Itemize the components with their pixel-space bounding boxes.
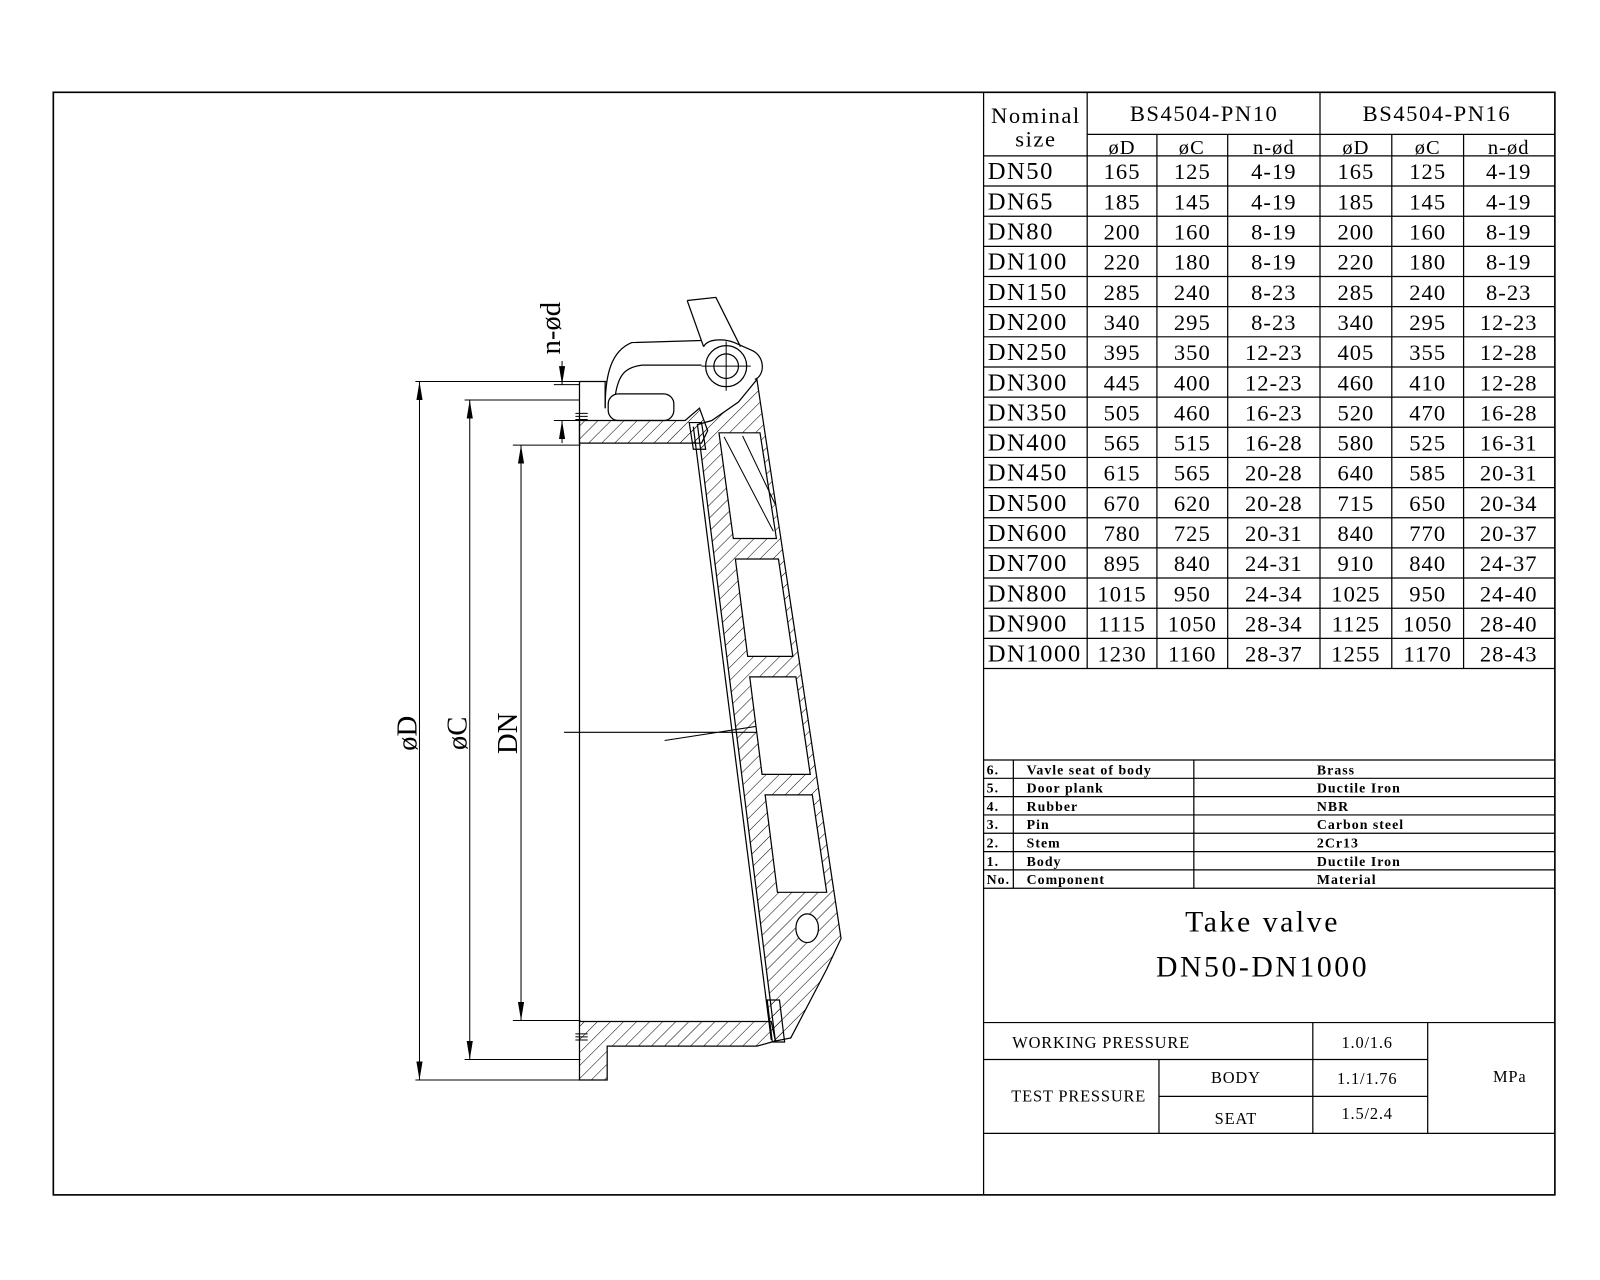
drawing-title: Take valve	[1185, 905, 1340, 939]
component-material: 2Cr13	[1316, 835, 1359, 851]
pn16-od-cell: 405	[1337, 340, 1375, 366]
nominal-size-cell: DN65	[987, 188, 1055, 216]
pn16-bolt-holes-cell: 20-31	[1479, 460, 1538, 486]
column-header-bolt-holes-pn16: n-ød	[1487, 136, 1530, 159]
component-material: Ductile Iron	[1316, 780, 1401, 796]
nominal-size-cell: DN250	[987, 339, 1068, 367]
pn10-bolt-holes-cell: 12-23	[1244, 340, 1303, 366]
parts-list-row	[984, 854, 1555, 870]
pn16-bolt-circle-cell: 770	[1409, 521, 1447, 547]
pn16-bolt-holes-cell: 12-28	[1479, 370, 1538, 396]
column-header-od-pn16: øD	[1342, 136, 1370, 159]
parts-list-row	[984, 836, 1555, 852]
parts-list-grid	[984, 760, 1555, 888]
pn10-od-cell: 670	[1103, 490, 1141, 516]
pn10-bolt-holes-cell: 20-28	[1244, 460, 1303, 486]
parts-list-row	[984, 762, 1555, 778]
body-test-label: BODY	[1211, 1068, 1261, 1088]
pn10-od-cell: 1230	[1097, 641, 1147, 667]
pn16-bolt-holes-cell: 8-19	[1485, 249, 1532, 275]
pn16-od-cell: 1255	[1331, 641, 1381, 667]
pn16-od-cell: 200	[1337, 219, 1375, 245]
pn10-od-cell: 780	[1103, 521, 1141, 547]
pn16-bolt-circle-cell: 240	[1409, 279, 1447, 305]
pn10-bolt-holes-cell: 28-34	[1244, 611, 1303, 637]
hinge-housing	[704, 340, 763, 380]
pn16-od-cell: 520	[1337, 400, 1375, 426]
pn16-bolt-circle-cell: 585	[1409, 460, 1447, 486]
pn16-bolt-holes-cell: 16-31	[1479, 430, 1538, 456]
item-number: 1.	[986, 853, 1000, 869]
item-number: 5.	[986, 780, 1000, 796]
pn16-od-cell: 580	[1337, 430, 1375, 456]
nominal-size-cell: DN900	[987, 610, 1068, 638]
pn10-bolt-holes-cell: 4-19	[1251, 189, 1297, 215]
working-pressure-label: WORKING PRESSURE	[1012, 1033, 1190, 1053]
pn10-bolt-holes-cell: 16-23	[1244, 400, 1303, 426]
pn16-bolt-circle-cell: 470	[1409, 400, 1447, 426]
pn10-bolt-circle-cell: 565	[1173, 460, 1211, 486]
pn16-bolt-holes-cell: 28-43	[1479, 641, 1538, 667]
pn10-od-cell: 615	[1103, 460, 1141, 486]
pn16-bolt-holes-cell: 8-23	[1485, 279, 1532, 305]
drawing-size-range: DN50-DN1000	[1155, 950, 1370, 984]
body-test-value: 1.1/1.76	[1337, 1069, 1398, 1089]
dimension-table-row	[984, 610, 1555, 638]
pn10-od-cell: 505	[1103, 400, 1141, 426]
item-number: No.	[986, 872, 1011, 888]
pn16-bolt-holes-cell: 20-34	[1479, 490, 1538, 516]
parts-list-body	[984, 762, 1555, 887]
pn10-bolt-holes-cell: 24-31	[1244, 551, 1303, 577]
component-material: Material	[1316, 872, 1377, 888]
item-number: 2.	[986, 835, 1000, 851]
component-name: Component	[1026, 872, 1106, 888]
dimension-table-row	[984, 249, 1555, 277]
seat-test-value: 1.5/2.4	[1341, 1103, 1393, 1123]
pn10-bolt-circle-cell: 350	[1173, 340, 1211, 366]
standard-pn16-header: BS4504-PN16	[1362, 101, 1512, 127]
pn10-od-cell: 395	[1103, 340, 1141, 366]
pn10-bolt-circle-cell: 1050	[1167, 611, 1217, 637]
nominal-size-cell: DN300	[987, 369, 1068, 397]
pn10-od-cell: 340	[1103, 309, 1141, 335]
dimension-table-row	[984, 460, 1555, 488]
parts-list	[984, 760, 1555, 888]
dimension-table-row	[984, 339, 1555, 367]
nominal-size-cell: DN450	[987, 459, 1068, 487]
pn16-bolt-holes-cell: 28-40	[1479, 611, 1538, 637]
nominal-size-cell: DN800	[987, 580, 1068, 608]
door-plank-hole	[796, 914, 819, 943]
nominal-size-cell: DN50	[987, 158, 1055, 186]
component-name: Body	[1026, 853, 1062, 869]
pn10-bolt-holes-cell: 8-23	[1251, 279, 1297, 305]
pn16-bolt-holes-cell: 20-37	[1479, 521, 1538, 547]
dimension-table-row	[984, 520, 1555, 548]
column-header-bolt-holes-pn10: n-ød	[1253, 136, 1295, 159]
bolt-hole-hidden-lines	[575, 413, 587, 1040]
pn10-bolt-circle-cell: 145	[1173, 189, 1211, 215]
pn10-bolt-holes-cell: 4-19	[1251, 159, 1297, 185]
parts-list-row	[984, 799, 1555, 815]
pn16-bolt-circle-cell: 410	[1409, 370, 1447, 396]
pn16-bolt-circle-cell: 1050	[1403, 611, 1453, 637]
pn16-bolt-circle-cell: 160	[1409, 219, 1447, 245]
pn16-bolt-circle-cell: 180	[1409, 249, 1447, 275]
dimension-table-row	[984, 279, 1555, 307]
pn16-od-cell: 640	[1337, 460, 1375, 486]
column-header-bolt-circle-pn16: øC	[1414, 136, 1441, 159]
pn10-bolt-holes-cell: 20-28	[1244, 490, 1303, 516]
nominal-size-header-line1: Nominal	[991, 103, 1081, 129]
dimension-table-body	[984, 158, 1555, 668]
pn16-bolt-circle-cell: 355	[1409, 340, 1447, 366]
dimension-table-row	[984, 158, 1555, 186]
centre-line	[564, 725, 764, 740]
pn16-bolt-circle-cell: 525	[1409, 430, 1447, 456]
hinge-boss-outline	[605, 341, 701, 409]
pn16-od-cell: 840	[1337, 521, 1375, 547]
item-number: 4.	[986, 798, 1000, 814]
pn16-od-cell: 1025	[1331, 581, 1381, 607]
pn16-od-cell: 185	[1337, 189, 1375, 215]
pn10-od-cell: 1115	[1098, 611, 1146, 637]
body-wall-bottom	[579, 1022, 775, 1080]
pn10-bolt-circle-cell: 400	[1173, 370, 1211, 396]
pn16-od-cell: 460	[1337, 370, 1375, 396]
pn10-bolt-holes-cell: 24-34	[1244, 581, 1303, 607]
pn10-bolt-holes-cell: 12-23	[1244, 370, 1303, 396]
pn10-od-cell: 200	[1103, 219, 1141, 245]
pn10-od-cell: 220	[1103, 249, 1141, 275]
component-name: Door plank	[1026, 780, 1104, 796]
nominal-size-cell: DN700	[987, 550, 1068, 578]
pn16-od-cell: 220	[1337, 249, 1375, 275]
nominal-size-cell: DN150	[987, 278, 1068, 306]
dimension-table-row	[984, 369, 1555, 397]
pn10-od-cell: 185	[1103, 189, 1141, 215]
nominal-bore-label: DN	[491, 712, 524, 755]
pn10-bolt-circle-cell: 840	[1173, 551, 1211, 577]
pn10-bolt-circle-cell: 1160	[1168, 641, 1217, 667]
pn10-bolt-circle-cell: 180	[1173, 249, 1211, 275]
component-material: NBR	[1316, 798, 1350, 814]
pressure-unit: MPa	[1493, 1067, 1527, 1087]
pn10-bolt-holes-cell: 8-23	[1251, 309, 1297, 335]
pn10-od-cell: 1015	[1097, 581, 1147, 607]
dimension-table-row	[984, 430, 1555, 458]
pn10-bolt-holes-cell: 16-28	[1244, 430, 1303, 456]
component-name: Vavle seat of body	[1026, 762, 1152, 778]
pn16-bolt-holes-cell: 24-40	[1479, 581, 1538, 607]
test-pressure-label: TEST PRESSURE	[1011, 1086, 1147, 1106]
working-pressure-value: 1.0/1.6	[1341, 1033, 1393, 1053]
pn16-bolt-circle-cell: 295	[1409, 309, 1447, 335]
pn10-bolt-holes-cell: 8-19	[1251, 219, 1297, 245]
pn10-od-cell: 165	[1103, 159, 1141, 185]
dimension-table	[984, 92, 1555, 668]
pn16-bolt-holes-cell: 16-28	[1479, 400, 1538, 426]
component-material: Brass	[1316, 762, 1356, 778]
hinge-arm	[687, 297, 740, 346]
pn10-od-cell: 445	[1103, 370, 1141, 396]
pn16-od-cell: 165	[1337, 159, 1375, 185]
column-header-bolt-circle-pn10: øC	[1178, 136, 1205, 159]
pn10-bolt-holes-cell: 28-37	[1244, 641, 1303, 667]
nominal-size-cell: DN1000	[987, 640, 1082, 668]
component-name: Stem	[1026, 835, 1061, 851]
pn16-od-cell: 910	[1337, 551, 1375, 577]
pn16-od-cell: 340	[1337, 309, 1375, 335]
parts-list-row	[984, 817, 1555, 833]
pn16-bolt-circle-cell: 650	[1409, 490, 1447, 516]
dimension-table-row	[984, 580, 1555, 608]
dimension-table-row	[984, 399, 1555, 427]
nominal-size-cell: DN400	[987, 429, 1068, 457]
pn10-bolt-circle-cell: 295	[1173, 309, 1211, 335]
column-header-od-pn10: øD	[1108, 136, 1136, 159]
pn10-bolt-circle-cell: 950	[1173, 581, 1211, 607]
pn16-bolt-circle-cell: 125	[1409, 159, 1447, 185]
sheet-border	[53, 92, 1555, 1195]
nominal-size-cell: DN600	[987, 520, 1068, 548]
body-lug	[608, 394, 674, 421]
component-material: Ductile Iron	[1316, 853, 1401, 869]
pn16-bolt-holes-cell: 4-19	[1485, 189, 1532, 215]
dimension-table-row	[984, 550, 1555, 578]
nominal-size-cell: DN350	[987, 399, 1068, 427]
pn16-od-cell: 1125	[1331, 611, 1381, 637]
pn16-bolt-holes-cell: 12-23	[1479, 309, 1538, 335]
pn16-bolt-circle-cell: 950	[1409, 581, 1447, 607]
valve-section-view	[391, 297, 841, 1080]
nominal-size-cell: DN500	[987, 489, 1068, 517]
nominal-size-cell: DN200	[987, 308, 1068, 336]
pn10-bolt-circle-cell: 460	[1173, 400, 1211, 426]
body-wall-top	[579, 408, 707, 443]
pn10-bolt-circle-cell: 125	[1173, 159, 1211, 185]
pressure-table	[984, 1023, 1555, 1134]
pn16-bolt-holes-cell: 24-37	[1479, 551, 1538, 577]
pn16-bolt-holes-cell: 12-28	[1479, 340, 1538, 366]
pn16-od-cell: 715	[1337, 490, 1375, 516]
pn10-bolt-circle-cell: 160	[1173, 219, 1211, 245]
pin-centre-mark	[702, 342, 751, 391]
pn10-bolt-circle-cell: 240	[1173, 279, 1211, 305]
pn10-od-cell: 285	[1103, 279, 1141, 305]
dimension-table-row	[984, 641, 1555, 669]
parts-list-header-row	[987, 872, 1377, 887]
dimension-table-row	[984, 490, 1555, 518]
nominal-size-cell: DN100	[987, 248, 1068, 276]
item-number: 3.	[986, 817, 1000, 833]
pn10-bolt-circle-cell: 725	[1173, 521, 1211, 547]
outer-diameter-label: øD	[391, 715, 424, 751]
dimension-table-row	[984, 218, 1555, 246]
pn10-bolt-circle-cell: 620	[1173, 490, 1211, 516]
bolt-circle-label: øC	[441, 716, 474, 751]
seat-test-label: SEAT	[1214, 1109, 1258, 1129]
pn16-bolt-circle-cell: 145	[1409, 189, 1447, 215]
pn16-bolt-holes-cell: 4-19	[1485, 159, 1532, 185]
pn16-bolt-holes-cell: 8-19	[1485, 219, 1532, 245]
pn16-bolt-circle-cell: 840	[1409, 551, 1447, 577]
standard-pn10-header: BS4504-PN10	[1129, 101, 1279, 127]
dimension-table-row	[984, 309, 1555, 337]
pn10-bolt-holes-cell: 8-19	[1251, 249, 1297, 275]
pn16-bolt-circle-cell: 1170	[1403, 641, 1452, 667]
pn10-od-cell: 895	[1103, 551, 1141, 577]
pn10-bolt-circle-cell: 515	[1173, 430, 1211, 456]
nominal-size-header-line2: size	[1015, 126, 1057, 152]
item-number: 6.	[986, 762, 1000, 778]
pn10-bolt-holes-cell: 20-31	[1244, 521, 1303, 547]
component-name: Pin	[1026, 817, 1050, 833]
parts-list-row	[984, 781, 1555, 797]
component-material: Carbon steel	[1316, 817, 1405, 833]
bolt-holes-label: n-ød	[535, 301, 567, 355]
component-name: Rubber	[1026, 798, 1079, 814]
dimension-table-row	[984, 188, 1555, 216]
nominal-size-cell: DN80	[987, 218, 1055, 246]
title-block	[984, 905, 1555, 1022]
pn10-od-cell: 565	[1103, 430, 1141, 456]
pn16-od-cell: 285	[1337, 279, 1375, 305]
